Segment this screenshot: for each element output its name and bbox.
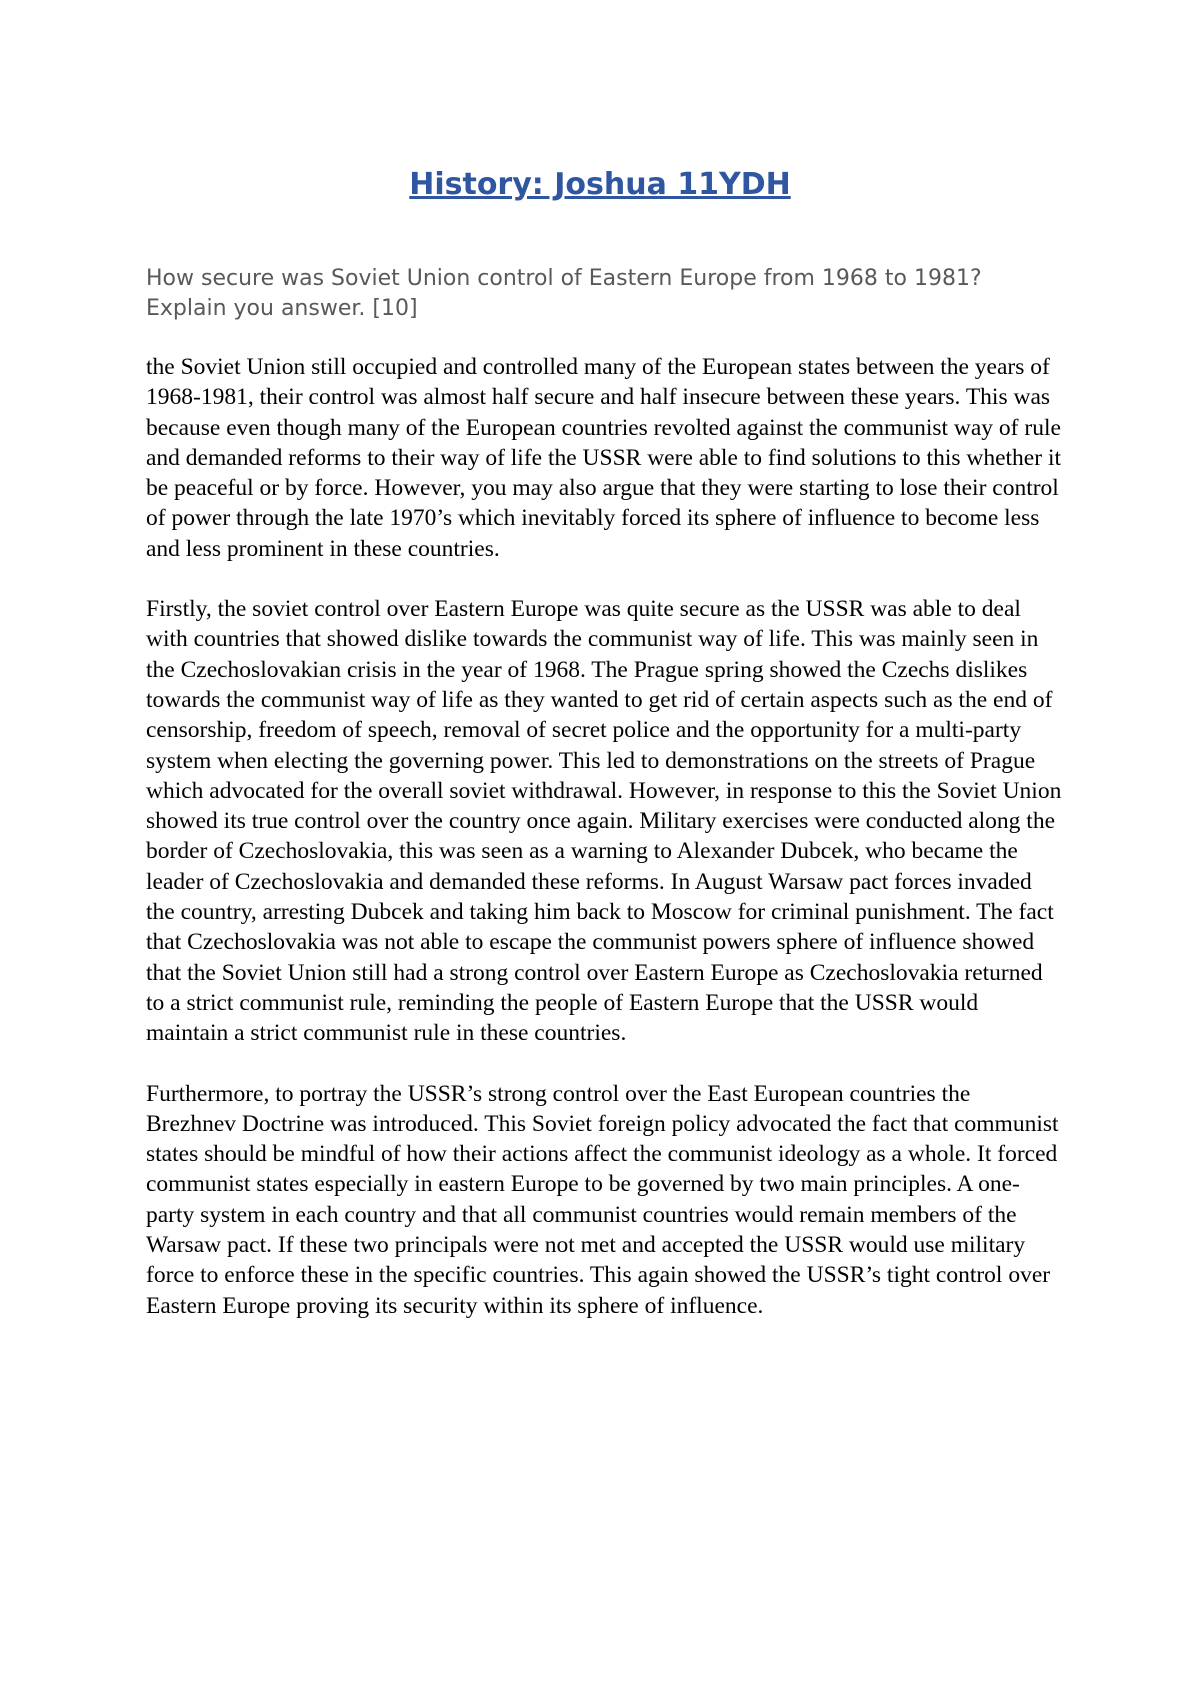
essay-body <box>146 352 1066 1351</box>
document-title: History: Joshua 11YDH <box>409 167 791 202</box>
paragraph-czechoslovakia: Firstly, the soviet control over Eastern Europe was quite secure as the USSR was able to deal with countries that showed dislike towards the communist way of life. This was mainly seen in the Czechoslovakian crisis in the year of 1968. The Prague spring showed the Czechs dislikes towards the communist way of life as they wanted to get rid of certain aspects such as the end of censorship, freedom of speech, removal of secret police and the opportunity for a multi-party system when electing the governing power. This led to demonstrations on the streets of Prague which advocated for the overall soviet withdrawal. However, in response to this the Soviet Union showed its true control over the country once again. Military exercises were conducted along the border of Czechoslovakia, this was seen as a warning to Alexander Dubcek, who became the leader of Czechoslovakia and demanded these reforms. In August Warsaw pact forces invaded the country, arresting Dubcek and taking him back to Moscow for criminal punishment. The fact that Czechoslovakia was not able to escape the communist powers sphere of influence showed that the Soviet Union still had a strong control over Eastern Europe as Czechoslovakia returned to a strict communist rule, reminding the people of Eastern Europe that the USSR would maintain a strict communist rule in these countries. <box>146 596 1062 1047</box>
essay-question: How secure was Soviet Union control of Eastern Europe from 1968 to 1981? Explain you answer. [10] <box>146 266 982 321</box>
paragraph-brezhnev-doctrine: Furthermore, to portray the USSR’s strong control over the East European countries the Brezhnev Doctrine was introduced. This Soviet foreign policy advocated the fact that communist states should be mindful of how their actions affect the communist ideology as a whole. It forced communist states especially in eastern Europe to be governed by two main principles. A one-party system in each country and that all communist countries would remain members of the Warsaw pact. If these two principals were not met and accepted the USSR would use military force to enforce these in the specific countries. This again showed the USSR’s tight control over Eastern Europe proving its security within its sphere of influence. <box>146 1080 1059 1319</box>
paragraph-introduction: the Soviet Union still occupied and controlled many of the European states between the years of 1968-1981, their control was almost half secure and half insecure between these years. This was because even though many of the European countries revolted against the communist way of rule and demanded reforms to their way of life the USSR were able to find solutions to this whether it be peaceful or by force. However, you may also argue that they were starting to lose their control of power through the late 1970’s which inevitably forced its sphere of influence to become less and less prominent in these countries. <box>146 354 1061 562</box>
